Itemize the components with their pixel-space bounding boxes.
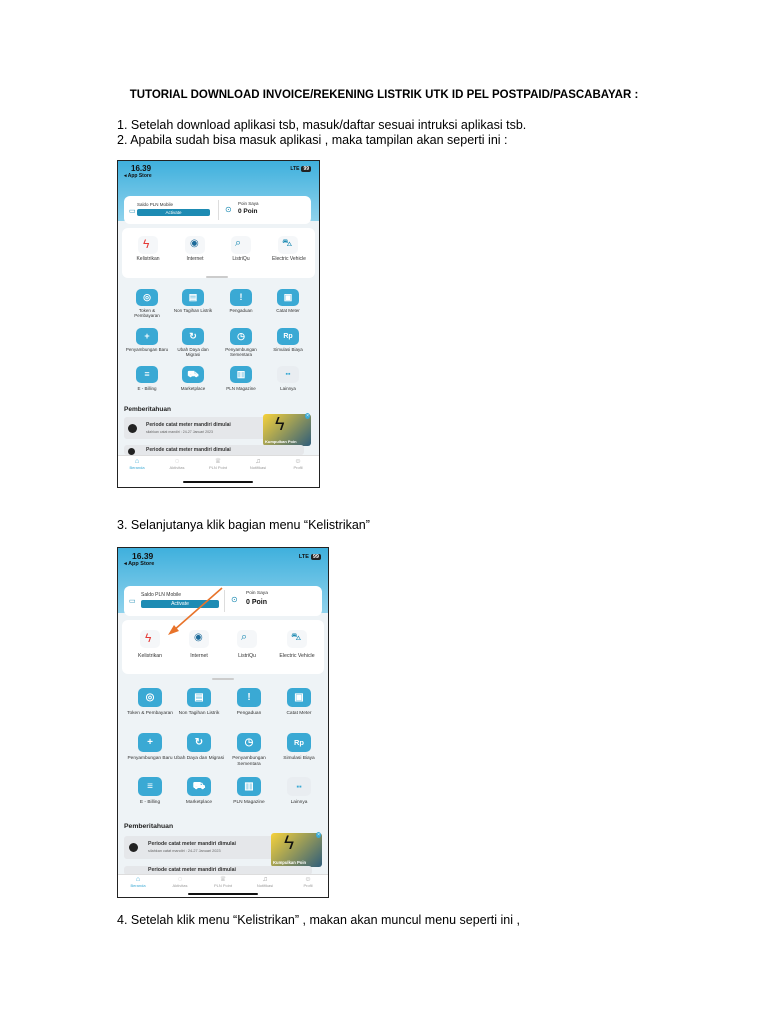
notification-subtitle: silahkan catat mandiri : 24-27 Januari 2023 bbox=[146, 430, 213, 434]
penyambungan-baru-icon: + bbox=[147, 737, 153, 748]
banner-text: Kumpulkan Poin bbox=[273, 860, 307, 865]
nav-pln-point[interactable]: ♕ PLN Point bbox=[207, 876, 239, 889]
non-tagihan-button[interactable] bbox=[187, 688, 211, 707]
pemberitahuan-heading: Pemberitahuan bbox=[124, 823, 174, 830]
activity-icon: ◌ bbox=[177, 876, 183, 883]
simulasi-biaya-icon: Rp bbox=[283, 333, 293, 340]
search-icon: ⌕ bbox=[241, 631, 248, 643]
wifi-icon: ◉ bbox=[194, 632, 203, 643]
e-billing-icon: ≡ bbox=[144, 369, 150, 379]
grid-label: Pengaduan bbox=[229, 308, 253, 313]
wallet-icon: ▭ bbox=[129, 208, 136, 215]
app-screenshot-1 bbox=[117, 160, 320, 488]
step-1-text: 1. Setelah download aplikasi tsb, masuk/daftar sesuai intruksi aplikasi tsb. bbox=[117, 118, 527, 132]
grid-label: Penyambungan Baru bbox=[125, 347, 169, 352]
bell-icon: ♫ bbox=[262, 876, 268, 883]
nav-beranda[interactable]: ⌂ Beranda bbox=[122, 876, 154, 889]
menu-label-kelistrikan: Kelistrikan bbox=[138, 653, 162, 659]
grid-label: PLN Magazine bbox=[233, 800, 265, 805]
profile-icon: ☺ bbox=[304, 876, 312, 883]
pengaduan-icon: ! bbox=[239, 292, 243, 302]
non-tagihan-icon: ▤ bbox=[194, 692, 204, 703]
ubah-daya-icon: ↻ bbox=[189, 331, 197, 341]
grid-label: Lainnya bbox=[290, 800, 308, 805]
nav-beranda[interactable]: ⌂ Beranda bbox=[122, 458, 152, 471]
poin-icon: ⊙ bbox=[231, 595, 238, 604]
listriqu-button[interactable] bbox=[231, 236, 251, 254]
drag-handle[interactable] bbox=[206, 276, 228, 278]
nav-pln-point[interactable]: ♕ PLN Point bbox=[203, 458, 233, 471]
token-icon: ◎ bbox=[143, 292, 151, 302]
nav-notifikasi[interactable]: ♫ Notifikasi bbox=[243, 458, 273, 471]
kelistrikan-button[interactable] bbox=[138, 236, 158, 254]
internet-button[interactable] bbox=[185, 236, 205, 254]
pengaduan-button[interactable] bbox=[230, 289, 252, 306]
menu-label-electric-vehicle: Electric Vehicle bbox=[272, 256, 306, 262]
non-tagihan-icon: ▤ bbox=[188, 292, 198, 302]
grid-label: Marketplace bbox=[185, 800, 213, 805]
network-status: LTE 99 bbox=[298, 554, 319, 560]
penyambungan-sementara-button[interactable] bbox=[237, 733, 261, 752]
activity-icon: ◌ bbox=[174, 458, 180, 465]
grid-label: Simulasi Biaya bbox=[273, 347, 303, 352]
grid-label: Catat Meter bbox=[276, 308, 300, 313]
poin-icon: ⊙ bbox=[225, 205, 232, 214]
grid-label: Token & Pembayaran bbox=[134, 308, 160, 319]
marketplace-icon: ⛟ bbox=[192, 781, 206, 792]
penyambungan-sementara-icon: ◷ bbox=[244, 737, 254, 748]
simulasi-biaya-icon: Rp bbox=[294, 738, 304, 747]
network-status: LTE 99 bbox=[290, 166, 309, 172]
grid-label: Penyambungan Baru bbox=[127, 756, 173, 761]
grid-label: E - Billing bbox=[137, 386, 157, 391]
ubah-daya-button[interactable] bbox=[187, 733, 211, 752]
lainnya-icon: ▪▪ bbox=[285, 371, 291, 378]
grid-label: Simulasi Biaya bbox=[283, 756, 315, 761]
bell-icon: ♫ bbox=[255, 458, 261, 465]
car-icon: ⛍ bbox=[282, 238, 293, 249]
nav-aktivitas[interactable]: ◌ Aktivitas bbox=[164, 876, 196, 889]
grid-label: Token & Pembayaran bbox=[127, 711, 173, 716]
notification-title: Periode catat meter mandiri dimulai bbox=[146, 422, 231, 428]
lightning-icon: ϟ bbox=[284, 833, 295, 854]
bottom-navigation bbox=[118, 455, 319, 488]
back-to-app-store[interactable]: ◂ App Store bbox=[124, 173, 152, 179]
step-2-text: 2. Apabila sudah bisa masuk aplikasi , maka tampilan akan seperti ini : bbox=[117, 133, 508, 147]
close-icon[interactable]: × bbox=[317, 832, 320, 838]
grid-label: Non Tagihan Listrik bbox=[173, 308, 213, 313]
lainnya-button[interactable] bbox=[277, 366, 299, 383]
notification-icon bbox=[128, 448, 135, 455]
token-button[interactable] bbox=[136, 289, 158, 306]
status-time: 16.39 bbox=[131, 164, 152, 173]
wallet-icon: ▭ bbox=[129, 598, 136, 605]
banner-text: Kumpulkan Poin bbox=[265, 439, 297, 444]
saldo-label: Saldo PLN Mobile bbox=[137, 202, 174, 207]
notification-title: Periode catat meter mandiri dimulai bbox=[148, 867, 236, 873]
lainnya-icon: ▪▪ bbox=[296, 782, 302, 791]
grid-label: Ubah Daya dan Migrasi bbox=[177, 347, 209, 358]
poin-value: 0 Poin bbox=[246, 599, 268, 606]
lainnya-button[interactable] bbox=[287, 777, 311, 796]
ubah-daya-icon: ↻ bbox=[194, 737, 204, 748]
penyambungan-sementara-button[interactable] bbox=[230, 328, 252, 345]
electric-vehicle-button[interactable] bbox=[278, 236, 298, 254]
trophy-icon: ♕ bbox=[219, 876, 227, 883]
saldo-poin-card bbox=[124, 196, 311, 224]
notification-title: Periode catat meter mandiri dimulai bbox=[146, 447, 231, 453]
simulasi-biaya-button[interactable] bbox=[287, 733, 311, 752]
menu-label-internet: Internet bbox=[186, 256, 204, 262]
penyambungan-baru-button[interactable] bbox=[136, 328, 158, 345]
token-button[interactable] bbox=[138, 688, 162, 707]
menu-label-listriqu: ListriQu bbox=[232, 256, 250, 262]
highlight-arrow bbox=[118, 548, 328, 668]
home-indicator bbox=[183, 481, 253, 483]
pln-magazine-icon: ▥ bbox=[244, 781, 254, 792]
menu-label-electric-vehicle: Electric Vehicle bbox=[279, 653, 315, 659]
e-billing-button[interactable] bbox=[136, 366, 158, 383]
car-icon: ⛍ bbox=[291, 632, 302, 643]
wifi-icon: ◉ bbox=[190, 238, 199, 249]
e-billing-button[interactable] bbox=[138, 777, 162, 796]
menu-label-kelistrikan: Kelistrikan bbox=[136, 256, 160, 262]
notification-subtitle: silahkan catat mandiri : 24-27 Januari 2023 bbox=[148, 849, 221, 853]
nav-profil[interactable]: ☺ Profil bbox=[292, 876, 324, 889]
catat-meter-icon: ▣ bbox=[283, 292, 293, 302]
grid-label: Lainnya bbox=[280, 386, 296, 391]
penyambungan-baru-button[interactable] bbox=[138, 733, 162, 752]
notification-title: Periode catat meter mandiri dimulai bbox=[148, 841, 236, 847]
nav-profil[interactable]: ☺ Profil bbox=[283, 458, 313, 471]
non-tagihan-button[interactable] bbox=[182, 289, 204, 306]
status-time: 16.39 bbox=[132, 551, 154, 561]
ubah-daya-button[interactable] bbox=[182, 328, 204, 345]
step-4-text: 4. Setelah klik menu “Kelistrikan” , makan akan muncul menu seperti ini , bbox=[117, 913, 520, 927]
trophy-icon: ♕ bbox=[214, 458, 222, 465]
back-to-app-store[interactable]: ◂ App Store bbox=[124, 561, 155, 567]
nav-notifikasi[interactable]: ♫ Notifikasi bbox=[249, 876, 281, 889]
grid-label: Penyambungan Sementara bbox=[232, 756, 266, 767]
profile-icon: ☺ bbox=[294, 458, 302, 465]
grid-label: Catat Meter bbox=[286, 711, 312, 716]
kelistrikan-icon: ϟ bbox=[143, 237, 150, 251]
penyambungan-baru-icon: + bbox=[144, 331, 150, 341]
notification-icon bbox=[128, 424, 137, 433]
grid-label: Ubah Daya dan Migrasi bbox=[173, 756, 225, 761]
pln-magazine-button[interactable] bbox=[237, 777, 261, 796]
drag-handle[interactable] bbox=[212, 678, 234, 680]
catat-meter-icon: ▣ bbox=[294, 692, 304, 703]
search-icon: ⌕ bbox=[235, 237, 242, 249]
menu-label-listriqu: ListriQu bbox=[238, 653, 256, 659]
catat-meter-button[interactable] bbox=[287, 688, 311, 707]
lightning-icon: ϟ bbox=[275, 414, 285, 434]
kelistrikan-icon: ϟ bbox=[145, 631, 152, 645]
grid-label: Pengaduan bbox=[236, 711, 262, 716]
marketplace-icon: ⛟ bbox=[187, 369, 199, 379]
e-billing-icon: ≡ bbox=[147, 781, 153, 792]
activate-button[interactable]: Activate bbox=[137, 209, 210, 216]
app-screenshot-2 bbox=[117, 547, 329, 898]
marketplace-button[interactable] bbox=[187, 777, 211, 796]
document-title: TUTORIAL DOWNLOAD INVOICE/REKENING LISTRIK UTK ID PEL POSTPAID/PASCABAYAR : bbox=[129, 89, 639, 101]
divider bbox=[218, 200, 219, 220]
penyambungan-sementara-icon: ◷ bbox=[237, 331, 245, 341]
grid-label: Marketplace bbox=[180, 386, 206, 391]
close-icon[interactable]: × bbox=[306, 413, 309, 419]
home-icon: ⌂ bbox=[135, 876, 141, 883]
bottom-navigation bbox=[118, 874, 328, 898]
notification-icon bbox=[129, 843, 138, 852]
grid-label: PLN Magazine bbox=[226, 386, 256, 391]
simulasi-biaya-button[interactable] bbox=[277, 328, 299, 345]
pengaduan-icon: ! bbox=[247, 692, 251, 703]
pemberitahuan-heading: Pemberitahuan bbox=[124, 406, 171, 413]
kumpulkan-poin-banner[interactable] bbox=[263, 414, 311, 446]
grid-label: E - Billing bbox=[139, 800, 161, 805]
kumpulkan-poin-banner[interactable] bbox=[271, 833, 322, 867]
home-indicator bbox=[188, 893, 258, 895]
menu-label-internet: Internet bbox=[190, 653, 208, 659]
nav-aktivitas[interactable]: ◌ Aktivitas bbox=[162, 458, 192, 471]
home-icon: ⌂ bbox=[134, 458, 140, 465]
poin-value: 0 Poin bbox=[238, 208, 258, 215]
grid-label: Penyambungan Sementara bbox=[225, 347, 257, 358]
token-icon: ◎ bbox=[145, 692, 155, 703]
activate-button[interactable]: Activate bbox=[141, 600, 219, 608]
poin-label: Poin Saya bbox=[246, 591, 268, 596]
pengaduan-button[interactable] bbox=[237, 688, 261, 707]
poin-label: Poin Saya bbox=[238, 201, 259, 206]
saldo-label: Saldo PLN Mobile bbox=[141, 592, 182, 598]
grid-label: Non Tagihan Listrik bbox=[178, 711, 220, 716]
marketplace-button[interactable] bbox=[182, 366, 204, 383]
pln-magazine-icon: ▥ bbox=[236, 369, 246, 379]
catat-meter-button[interactable] bbox=[277, 289, 299, 306]
notification-item[interactable] bbox=[124, 445, 304, 455]
pln-magazine-button[interactable] bbox=[230, 366, 252, 383]
step-3-text: 3. Selanjutanya klik bagian menu “Kelistrikan” bbox=[117, 518, 370, 532]
